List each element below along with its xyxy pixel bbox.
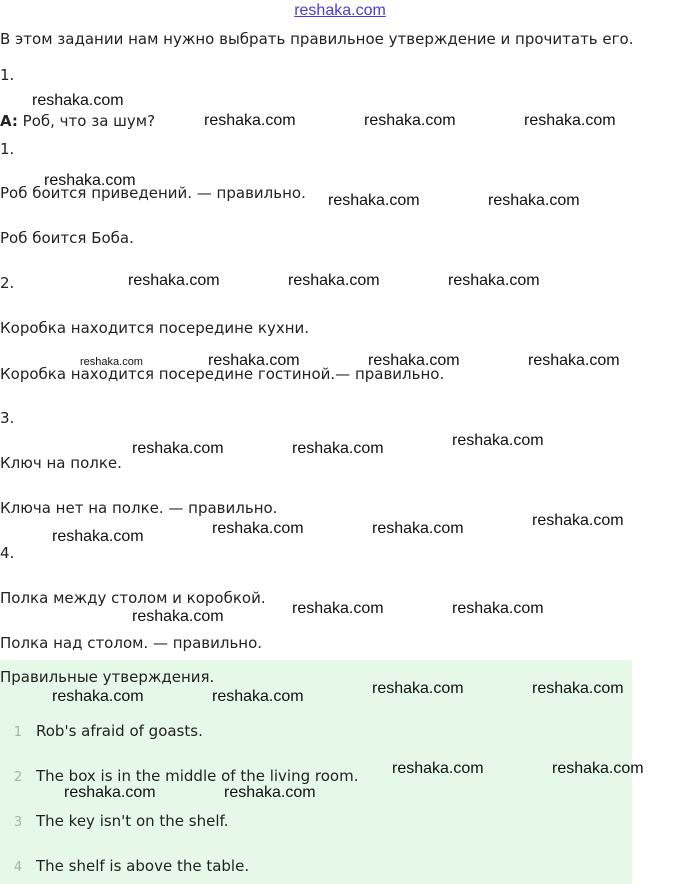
- watermark: reshaka.com: [532, 512, 624, 529]
- answer-number: 3: [13, 815, 23, 830]
- answer-number: 4: [13, 860, 23, 875]
- answer-text: The key isn't on the shelf.: [36, 812, 229, 830]
- watermark: reshaka.com: [208, 352, 300, 369]
- dialog-line: [0, 112, 155, 130]
- item-number: 1.: [0, 66, 15, 84]
- watermark: reshaka.com: [288, 272, 380, 289]
- answer-text: The box is in the middle of the living room.: [36, 767, 359, 785]
- dialog-text: Роб, что за шум?: [17, 112, 156, 130]
- answer-item: [0, 722, 203, 740]
- watermark: reshaka.com: [32, 92, 124, 109]
- question-number-2: 2.: [0, 274, 15, 292]
- watermark: reshaka.com: [488, 192, 580, 209]
- watermark: reshaka.com: [524, 112, 616, 129]
- watermark: reshaka.com: [44, 172, 136, 189]
- watermark: reshaka.com: [452, 600, 544, 617]
- watermark: reshaka.com: [552, 760, 644, 777]
- answer-number: 1: [13, 725, 23, 740]
- intro-text: В этом задании нам нужно выбрать правильное утверждение и прочитать его.: [0, 30, 634, 48]
- statement-q2-a: Коробка находится посередине кухни.: [0, 319, 310, 337]
- speaker-label: A:: [0, 112, 18, 130]
- watermark: reshaka.com: [52, 688, 144, 705]
- statement-q3-a: Ключ на полке.: [0, 454, 122, 472]
- watermark: reshaka.com: [292, 440, 384, 457]
- watermark: reshaka.com: [372, 520, 464, 537]
- statement-q1-a: Роб боится приведений. — правильно.: [0, 184, 306, 202]
- watermark: reshaka.com: [212, 520, 304, 537]
- watermark: reshaka.com: [80, 356, 143, 368]
- watermark: reshaka.com: [204, 112, 296, 129]
- statement-q4-a: Полка между столом и коробкой.: [0, 589, 266, 607]
- watermark: reshaka.com: [132, 440, 224, 457]
- watermark: reshaka.com: [64, 784, 156, 801]
- answer-item: [0, 857, 249, 875]
- watermark: reshaka.com: [368, 352, 460, 369]
- watermark: reshaka.com: [364, 112, 456, 129]
- watermark: reshaka.com: [128, 272, 220, 289]
- question-number-4: 4.: [0, 544, 15, 562]
- watermark: reshaka.com: [452, 432, 544, 449]
- watermark: reshaka.com: [528, 352, 620, 369]
- answer-number: 2: [13, 770, 23, 785]
- watermark: reshaka.com: [212, 688, 304, 705]
- answers-title: Правильные утверждения.: [0, 668, 215, 686]
- watermark: reshaka.com: [292, 600, 384, 617]
- answer-text: The shelf is above the table.: [36, 857, 250, 875]
- site-header-link[interactable]: reshaka.com: [294, 2, 386, 19]
- watermark: reshaka.com: [448, 272, 540, 289]
- statement-q4-b: Полка над столом. — правильно.: [0, 634, 263, 652]
- watermark: reshaka.com: [372, 680, 464, 697]
- answer-item: [0, 767, 358, 785]
- watermark: reshaka.com: [224, 784, 316, 801]
- watermark: reshaka.com: [392, 760, 484, 777]
- statement-q2-b: Коробка находится посередине гостиной.— правильно.: [0, 365, 445, 383]
- watermark: reshaka.com: [328, 192, 420, 209]
- watermark: reshaka.com: [532, 680, 624, 697]
- watermark: reshaka.com: [132, 608, 224, 625]
- question-number-3: 3.: [0, 409, 15, 427]
- sub-number: 1.: [0, 140, 15, 158]
- statement-q3-b: Ключа нет на полке. — правильно.: [0, 499, 278, 517]
- statement-q1-b: Роб боится Боба.: [0, 229, 134, 247]
- answer-text: Rob's afraid of goasts.: [36, 722, 203, 740]
- answer-item: [0, 812, 228, 830]
- watermark: reshaka.com: [52, 528, 144, 545]
